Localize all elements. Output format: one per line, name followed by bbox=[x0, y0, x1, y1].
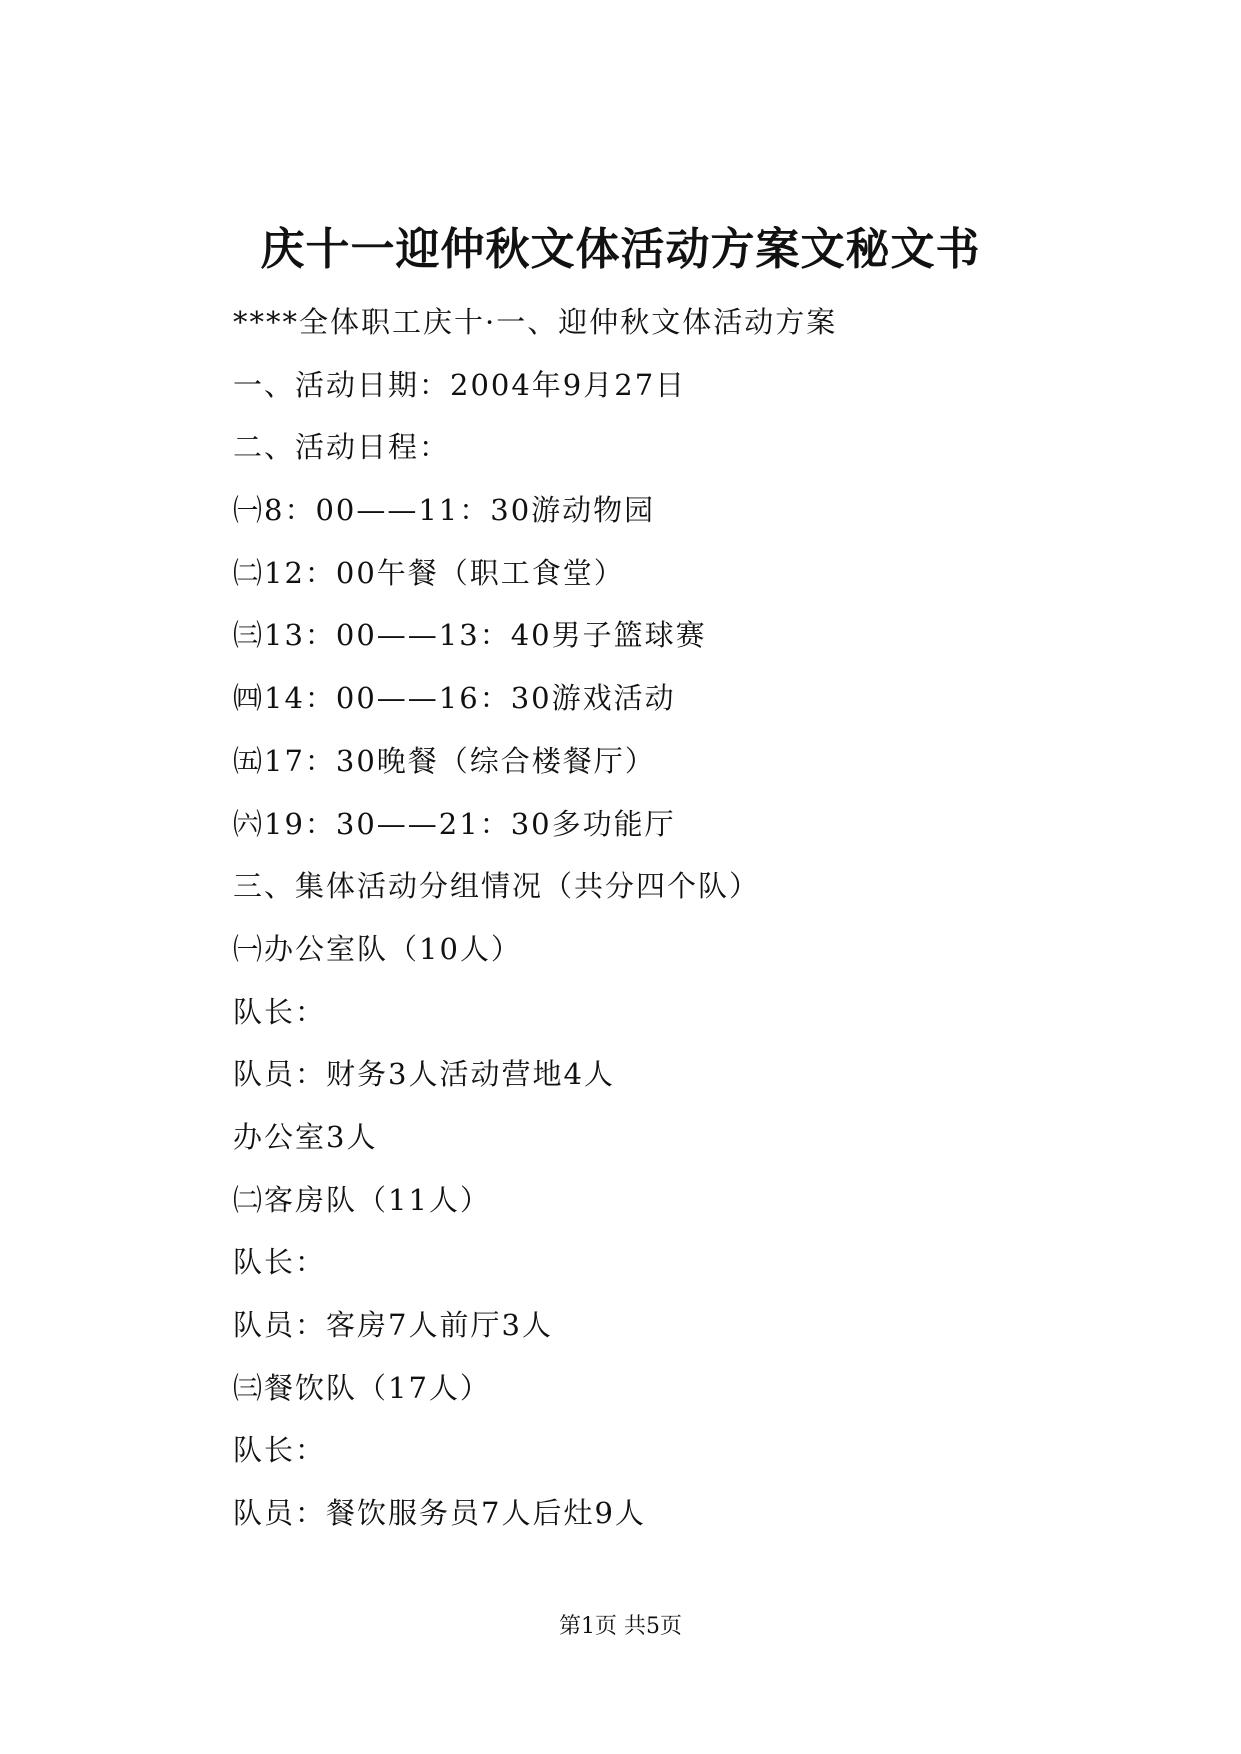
text-line: ㈠办公室队（10人） bbox=[233, 931, 522, 966]
text-line: 一、活动日期：2004年9月27日 bbox=[233, 367, 687, 402]
text-line: ㈠8：00——11：30游动物园 bbox=[233, 493, 656, 528]
text-line: 队长： bbox=[233, 994, 327, 1029]
text-line: 办公室3人 bbox=[233, 1119, 378, 1154]
text-line: ㈥19：30——21：30多功能厅 bbox=[233, 806, 676, 841]
text-line: ㈤17：30晚餐（综合楼餐厅） bbox=[233, 743, 656, 778]
document-body bbox=[233, 291, 1133, 1545]
text-line: 队员：客房7人前厅3人 bbox=[233, 1308, 553, 1342]
text-line: 队员：财务3人活动营地4人 bbox=[233, 1057, 615, 1092]
text-line: 队员：餐饮服务员7人后灶9人 bbox=[233, 1496, 646, 1531]
text-line: 队长： bbox=[233, 1433, 327, 1468]
text-line: ㈡12：00午餐（职工食堂） bbox=[233, 555, 625, 590]
document-title: 庆十一迎仲秋文体活动方案文秘文书 bbox=[260, 224, 981, 275]
text-line: ****全体职工庆十·一、迎仲秋文体活动方案 bbox=[233, 305, 838, 339]
page-footer: 第1页 共5页 bbox=[559, 1614, 682, 1639]
text-line: ㈡客房队（11人） bbox=[233, 1182, 491, 1217]
text-line: ㈢13：00——13：40男子篮球赛 bbox=[233, 618, 707, 653]
text-line: 二、活动日程： bbox=[233, 430, 451, 465]
text-line: ㈣14：00——16：30游戏活动 bbox=[233, 681, 676, 716]
text-line: ㈢餐饮队（17人） bbox=[233, 1370, 491, 1405]
text-line: 三、集体活动分组情况（共分四个队） bbox=[233, 869, 761, 904]
text-line: 队长： bbox=[233, 1245, 327, 1280]
